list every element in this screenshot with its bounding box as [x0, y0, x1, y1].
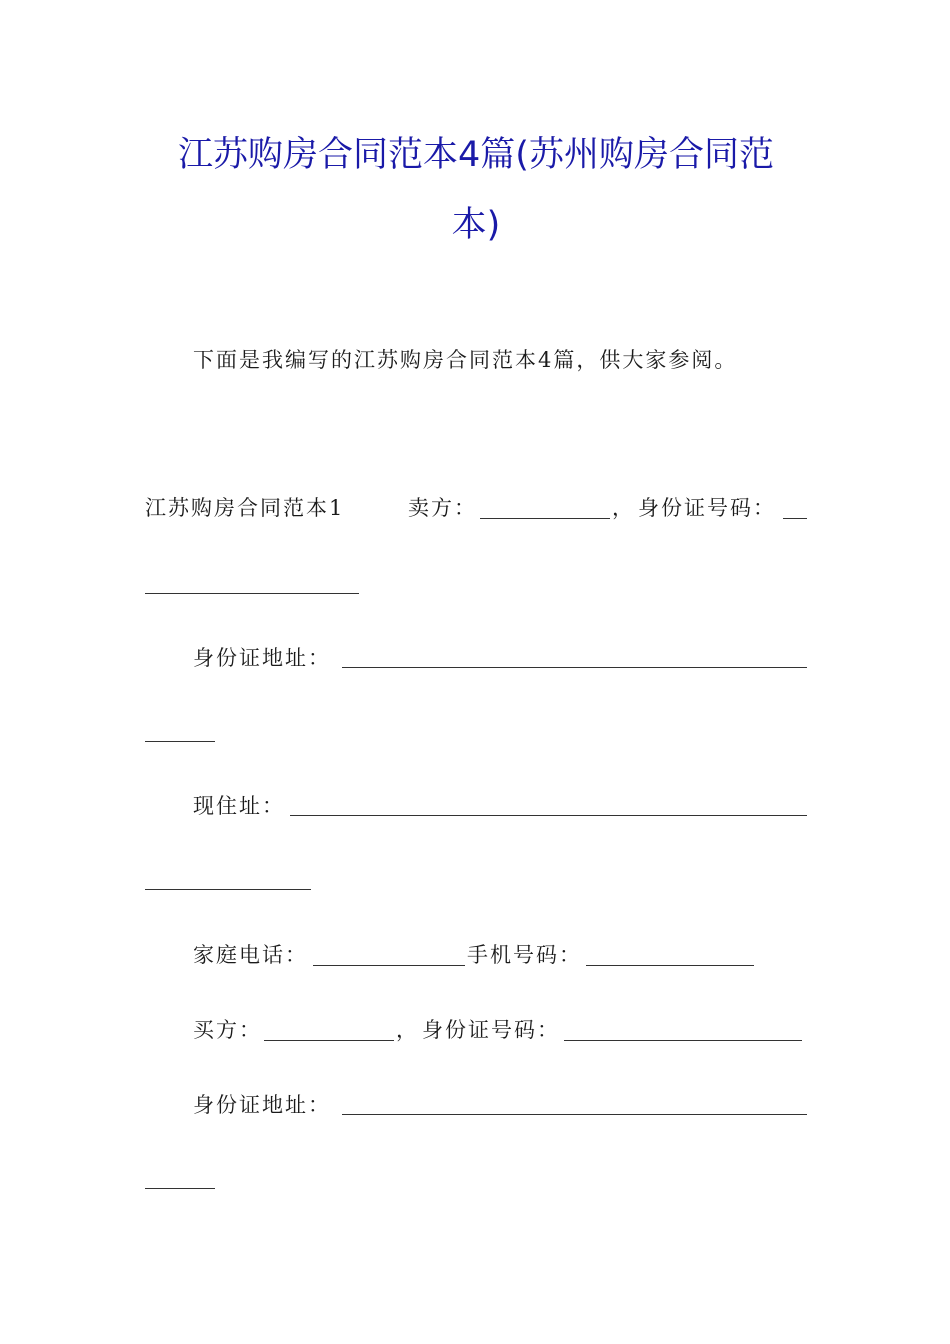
seller-id-number-label: 身份证号码：	[638, 496, 776, 520]
document-title-line-1: 江苏购房合同范本4篇(苏州购房合同范	[178, 135, 774, 175]
seller-id-number-blank	[783, 518, 807, 519]
buyer-id-number-blank	[564, 1040, 802, 1041]
buyer-name-blank	[264, 1040, 394, 1041]
mobile-label: 手机号码：	[467, 943, 582, 967]
buyer-id-address-blank	[342, 1114, 807, 1115]
seller-name-blank	[480, 518, 610, 519]
buyer-id-number-label: 身份证号码：	[422, 1018, 560, 1042]
seller-id-number-blank-continued	[145, 593, 359, 594]
current-address-label: 现住址：	[193, 794, 285, 818]
buyer-comma: ，	[396, 1018, 419, 1042]
seller-id-address-label: 身份证地址：	[193, 646, 331, 670]
current-address-blank	[290, 815, 807, 816]
seller-id-address-blank-continued	[145, 741, 215, 742]
comma: ，	[612, 496, 635, 520]
seller-label: 卖方：	[408, 496, 477, 520]
home-phone-label: 家庭电话：	[193, 943, 308, 967]
document-title-line-2: 本)	[451, 205, 501, 245]
buyer-id-address-label: 身份证地址：	[193, 1093, 331, 1117]
intro-paragraph: 下面是我编写的江苏购房合同范本4篇，供大家参阅。	[193, 348, 738, 372]
contract-heading: 江苏购房合同范本1	[145, 496, 345, 520]
mobile-blank	[586, 965, 754, 966]
current-address-blank-continued	[145, 889, 311, 890]
home-phone-blank	[313, 965, 465, 966]
buyer-id-address-blank-continued	[145, 1188, 215, 1189]
seller-id-address-blank	[342, 667, 807, 668]
buyer-label: 买方：	[193, 1018, 262, 1042]
